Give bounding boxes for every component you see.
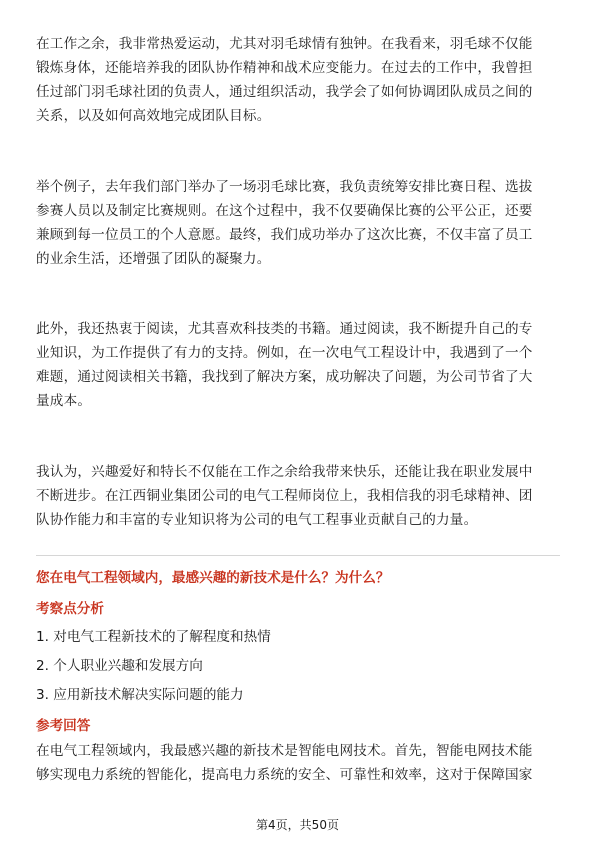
text-line: 锻炼身体，还能培养我的团队协作精神和战术应变能力。在过去的工作中，我曾担 — [36, 60, 533, 76]
text-line: 够实现电力系统的智能化，提高电力系统的安全、可靠性和效率，这对于保障国家 — [36, 767, 533, 783]
text-line: 难题，通过阅读相关书籍，我找到了解决方案，成功解决了问题，为公司节省了大 — [36, 369, 533, 385]
answer-body — [36, 739, 562, 787]
answer-heading: 参考回答 — [36, 718, 91, 734]
analysis-item: 1. 对电气工程新技术的了解程度和热情 — [36, 629, 271, 645]
text-line: 的业余生活，还增强了团队的凝聚力。 — [36, 251, 271, 267]
text-line: 在工作之余，我非常热爱运动，尤其对羽毛球情有独钟。在我看来，羽毛球不仅能 — [36, 36, 533, 52]
text-line: 关系，以及如何高效地完成团队目标。 — [36, 108, 271, 124]
text-line: 参赛人员以及制定比赛规则。在这个过程中，我不仅要确保比赛的公平公正，还要 — [36, 203, 533, 219]
text-line: 此外，我还热衷于阅读，尤其喜欢科技类的书籍。通过阅读，我不断提升自己的专 — [36, 321, 533, 337]
paragraph-conclusion — [36, 460, 562, 532]
text-line: 我认为，兴趣爱好和特长不仅能在工作之余给我带来快乐，还能让我在职业发展中 — [36, 464, 533, 480]
analysis-item: 3. 应用新技术解决实际问题的能力 — [36, 687, 244, 703]
paragraph-reading — [36, 317, 562, 413]
analysis-heading: 考察点分析 — [36, 601, 104, 617]
text-line: 量成本。 — [36, 393, 92, 409]
text-line: 举个例子，去年我们部门举办了一场羽毛球比赛，我负责统筹安排比赛日程、选拔 — [36, 179, 533, 195]
text-line: 在电气工程领域内，我最感兴趣的新技术是智能电网技术。首先，智能电网技术能 — [36, 743, 533, 759]
page-number: 第4页，共50页 — [256, 818, 339, 832]
text-line: 任过部门羽毛球社团的负责人，通过组织活动，我学会了如何协调团队成员之间的 — [36, 84, 533, 100]
text-line: 不断进步。在江西铜业集团公司的电气工程师岗位上，我相信我的羽毛球精神、团 — [36, 488, 533, 504]
question-heading: 您在电气工程领域内，最感兴趣的新技术是什么？为什么？ — [36, 570, 390, 586]
analysis-item: 2. 个人职业兴趣和发展方向 — [36, 658, 203, 674]
paragraph-badminton-example — [36, 175, 562, 271]
text-line: 业知识，为工作提供了有力的支持。例如，在一次电气工程设计中，我遇到了一个 — [36, 345, 533, 361]
text-line: 队协作能力和丰富的专业知识将为公司的电气工程事业贡献自己的力量。 — [36, 512, 478, 528]
text-line: 兼顾到每一位员工的个人意愿。最终，我们成功举办了这次比赛，不仅丰富了员工 — [36, 227, 533, 243]
section-divider — [36, 555, 560, 556]
paragraph-hobby-badminton — [36, 32, 562, 128]
